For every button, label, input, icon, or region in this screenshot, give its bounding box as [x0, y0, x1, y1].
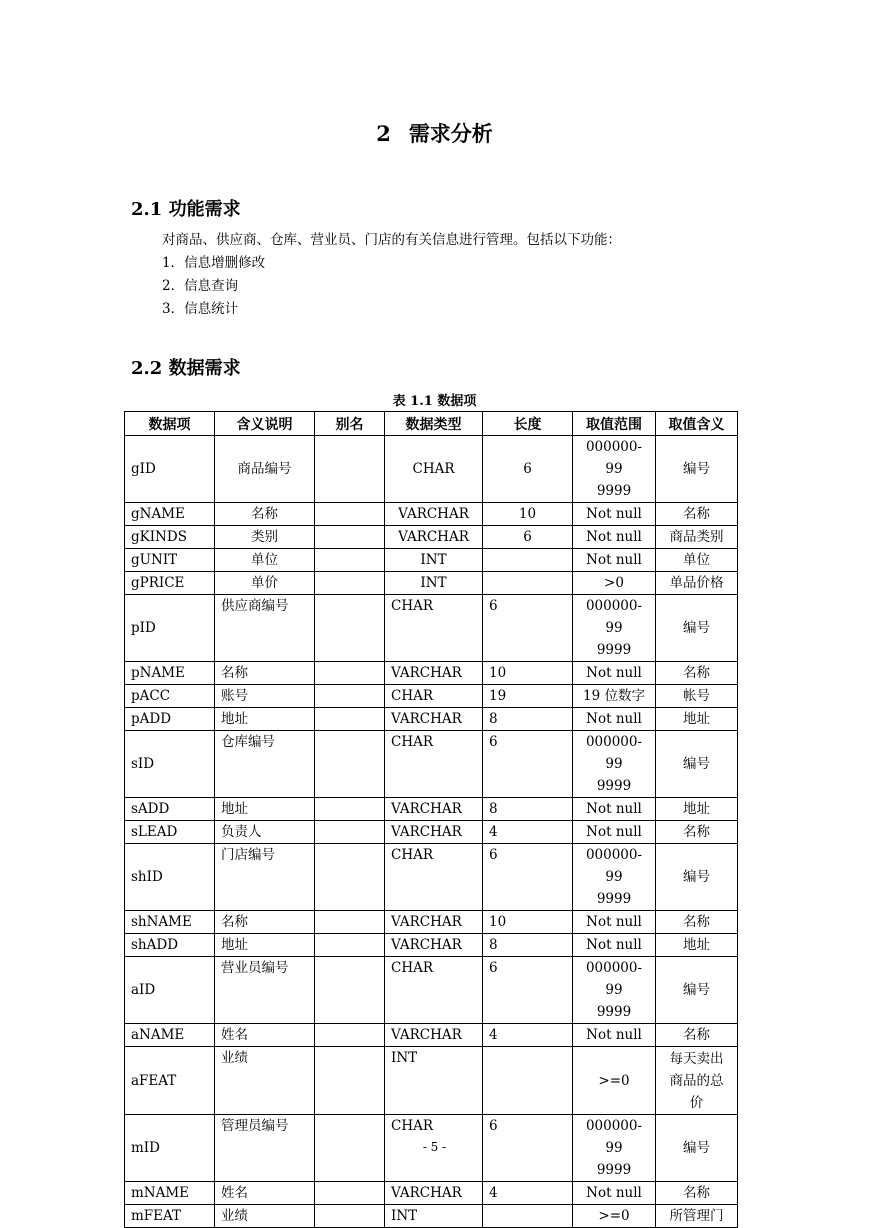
table-cell-len: 8 — [483, 934, 573, 957]
table-cell-item: pADD — [125, 708, 215, 731]
header-cell: 取值含义 — [656, 412, 738, 436]
table-cell-alias — [315, 934, 385, 957]
table-cell-type: INT — [385, 549, 483, 572]
table-cell-meaning: 单位 — [656, 549, 738, 572]
table-cell-desc: 地址 — [215, 934, 315, 957]
table-row — [125, 1182, 738, 1205]
table-cell-alias — [315, 731, 385, 798]
table-cell-item: gPRICE — [125, 572, 215, 595]
table-cell-meaning: 每天卖出 商品的总 价 — [656, 1047, 738, 1115]
table-cell-type: INT — [385, 572, 483, 595]
table-cell-len: 4 — [483, 821, 573, 844]
table-cell-desc: 单位 — [215, 549, 315, 572]
table-cell-meaning: 名称 — [656, 1024, 738, 1047]
table-cell-alias — [315, 1024, 385, 1047]
table-cell-type: VARCHAR — [385, 821, 483, 844]
table-cell-len: 8 — [483, 708, 573, 731]
table-row — [125, 911, 738, 934]
table-row — [125, 526, 738, 549]
table-cell-len: 6 — [483, 957, 573, 1024]
data-items-table — [124, 411, 738, 1228]
table-row — [125, 957, 738, 1024]
table-cell-range: >=0 — [573, 1047, 656, 1115]
table-cell-desc: 地址 — [215, 708, 315, 731]
table-cell-meaning: 商品类别 — [656, 526, 738, 549]
table-cell-desc: 负责人 — [215, 821, 315, 844]
table-cell-type: CHAR — [385, 436, 483, 503]
table-row — [125, 934, 738, 957]
table-row — [125, 708, 738, 731]
header-cell: 数据类型 — [385, 412, 483, 436]
list-item: 3．信息统计 — [162, 301, 239, 317]
table-cell-alias — [315, 662, 385, 685]
table-cell-alias — [315, 844, 385, 911]
table-cell-len: 4 — [483, 1024, 573, 1047]
table-cell-range: 19 位数字 — [573, 685, 656, 708]
table-cell-desc: 业绩 — [215, 1047, 315, 1115]
table-cell-meaning: 单品价格 — [656, 572, 738, 595]
table-cell-range: Not null — [573, 549, 656, 572]
table-caption: 表 1.1 数据项 — [392, 394, 477, 409]
section-heading-functional: 2.1 功能需求 — [131, 199, 241, 220]
table-cell-meaning: 编号 — [656, 436, 738, 503]
table-cell-desc: 账号 — [215, 685, 315, 708]
table-cell-range: 000000-99 9999 — [573, 957, 656, 1024]
table-cell-len: 10 — [483, 662, 573, 685]
table-cell-meaning: 地址 — [656, 708, 738, 731]
table-row — [125, 503, 738, 526]
table-cell-range: Not null — [573, 526, 656, 549]
table-cell-alias — [315, 957, 385, 1024]
table-cell-type: CHAR — [385, 595, 483, 662]
table-cell-meaning: 编号 — [656, 957, 738, 1024]
table-cell-meaning: 地址 — [656, 798, 738, 821]
list-item: 1．信息增删修改 — [162, 255, 266, 271]
table-cell-alias — [315, 526, 385, 549]
table-cell-item: sLEAD — [125, 821, 215, 844]
table-cell-range: 000000-99 9999 — [573, 1115, 656, 1182]
table-cell-range: Not null — [573, 1024, 656, 1047]
table-cell-alias — [315, 911, 385, 934]
table-cell-type: VARCHAR — [385, 708, 483, 731]
table-cell-desc: 管理员编号 — [215, 1115, 315, 1182]
table-cell-desc: 门店编号 — [215, 844, 315, 911]
table-cell-type: INT — [385, 1205, 483, 1228]
table-cell-alias — [315, 821, 385, 844]
table-cell-len: 6 — [483, 595, 573, 662]
table-cell-type: VARCHAR — [385, 911, 483, 934]
table-cell-desc: 供应商编号 — [215, 595, 315, 662]
table-row — [125, 1024, 738, 1047]
header-cell: 长度 — [483, 412, 573, 436]
table-cell-alias — [315, 503, 385, 526]
table-row — [125, 595, 738, 662]
table-cell-meaning: 名称 — [656, 1182, 738, 1205]
table-cell-range: >0 — [573, 572, 656, 595]
table-cell-alias — [315, 1205, 385, 1228]
table-cell-item: aNAME — [125, 1024, 215, 1047]
table-cell-type: VARCHAR — [385, 798, 483, 821]
table-cell-len: 8 — [483, 798, 573, 821]
table-cell-range: Not null — [573, 934, 656, 957]
table-cell-meaning: 名称 — [656, 662, 738, 685]
table-cell-desc: 名称 — [215, 662, 315, 685]
table-cell-type: INT — [385, 1047, 483, 1115]
table-cell-meaning: 所管理门 — [656, 1205, 738, 1228]
table-cell-type: CHAR — [385, 957, 483, 1024]
table-cell-type: VARCHAR — [385, 526, 483, 549]
table-cell-item: gID — [125, 436, 215, 503]
table-cell-item: mFEAT — [125, 1205, 215, 1228]
table-cell-item: gUNIT — [125, 549, 215, 572]
table-cell-range: 000000-99 9999 — [573, 595, 656, 662]
table-cell-meaning: 编号 — [656, 731, 738, 798]
table-cell-meaning: 编号 — [656, 595, 738, 662]
table-cell-desc: 单价 — [215, 572, 315, 595]
table-cell-desc: 业绩 — [215, 1205, 315, 1228]
table-cell-range: >=0 — [573, 1205, 656, 1228]
table-cell-desc: 地址 — [215, 798, 315, 821]
table-cell-len: 6 — [483, 526, 573, 549]
table-cell-meaning: 编号 — [656, 844, 738, 911]
table-row — [125, 436, 738, 503]
table-cell-desc: 仓库编号 — [215, 731, 315, 798]
page-number: - 5 - — [422, 1140, 447, 1154]
table-cell-type: VARCHAR — [385, 934, 483, 957]
table-cell-len: 6 — [483, 436, 573, 503]
table-cell-type: VARCHAR — [385, 662, 483, 685]
table-cell-len: 10 — [483, 503, 573, 526]
table-cell-alias — [315, 798, 385, 821]
header-cell: 含义说明 — [215, 412, 315, 436]
table-cell-meaning: 编号 — [656, 1115, 738, 1182]
table-cell-meaning: 帐号 — [656, 685, 738, 708]
chapter-title — [0, 118, 869, 148]
table-cell-item: aFEAT — [125, 1047, 215, 1115]
table-cell-alias — [315, 1047, 385, 1115]
table-cell-range: Not null — [573, 821, 656, 844]
table-cell-item: gNAME — [125, 503, 215, 526]
table-cell-len — [483, 1205, 573, 1228]
table-cell-item: mID — [125, 1115, 215, 1182]
table-cell-len — [483, 549, 573, 572]
table-cell-type: CHAR — [385, 731, 483, 798]
table-cell-item: pACC — [125, 685, 215, 708]
table-cell-alias — [315, 436, 385, 503]
table-row — [125, 731, 738, 798]
table-cell-meaning: 名称 — [656, 503, 738, 526]
table-cell-alias — [315, 1182, 385, 1205]
table-cell-len: 6 — [483, 731, 573, 798]
table-cell-meaning: 名称 — [656, 821, 738, 844]
table-cell-type: VARCHAR — [385, 1024, 483, 1047]
table-cell-range: 000000-99 9999 — [573, 731, 656, 798]
chapter-title-text: 需求分析 — [408, 121, 493, 146]
table-cell-desc: 类别 — [215, 526, 315, 549]
table-row — [125, 549, 738, 572]
table-cell-desc: 名称 — [215, 503, 315, 526]
table-cell-len: 19 — [483, 685, 573, 708]
table-cell-range: Not null — [573, 911, 656, 934]
table-row — [125, 821, 738, 844]
table-cell-type: CHAR — [385, 1115, 483, 1182]
table-cell-range: Not null — [573, 798, 656, 821]
header-cell: 数据项 — [125, 412, 215, 436]
table-cell-len: 10 — [483, 911, 573, 934]
table-row — [125, 685, 738, 708]
table-cell-range: Not null — [573, 503, 656, 526]
table-cell-meaning: 地址 — [656, 934, 738, 957]
table-cell-len: 4 — [483, 1182, 573, 1205]
table-cell-item: sADD — [125, 798, 215, 821]
table-cell-desc: 姓名 — [215, 1024, 315, 1047]
table-cell-type: CHAR — [385, 844, 483, 911]
header-cell: 别名 — [315, 412, 385, 436]
table-cell-desc: 商品编号 — [215, 436, 315, 503]
table-cell-alias — [315, 595, 385, 662]
table-cell-range: Not null — [573, 1182, 656, 1205]
list-item: 2．信息查询 — [162, 278, 239, 294]
header-cell: 取值范围 — [573, 412, 656, 436]
table-cell-item: shID — [125, 844, 215, 911]
table-header-row — [125, 412, 738, 436]
table-cell-len — [483, 572, 573, 595]
table-cell-range: Not null — [573, 662, 656, 685]
table-cell-type: VARCHAR — [385, 1182, 483, 1205]
table-cell-len: 6 — [483, 844, 573, 911]
table-cell-alias — [315, 685, 385, 708]
table-cell-alias — [315, 708, 385, 731]
table-cell-item: shNAME — [125, 911, 215, 934]
table-cell-desc: 姓名 — [215, 1182, 315, 1205]
table-cell-alias — [315, 572, 385, 595]
table-cell-range: 000000-99 9999 — [573, 436, 656, 503]
table-cell-type: CHAR — [385, 685, 483, 708]
table-cell-item: pID — [125, 595, 215, 662]
table-row — [125, 1047, 738, 1115]
table-cell-meaning: 名称 — [656, 911, 738, 934]
table-cell-item: aID — [125, 957, 215, 1024]
table-cell-item: sID — [125, 731, 215, 798]
table-cell-item: shADD — [125, 934, 215, 957]
table-cell-desc: 营业员编号 — [215, 957, 315, 1024]
table-cell-desc: 名称 — [215, 911, 315, 934]
table-cell-type: VARCHAR — [385, 503, 483, 526]
table-row — [125, 844, 738, 911]
table-cell-item: pNAME — [125, 662, 215, 685]
table-cell-range: Not null — [573, 708, 656, 731]
table-cell-len — [483, 1047, 573, 1115]
table-cell-range: 000000-99 9999 — [573, 844, 656, 911]
table-cell-alias — [315, 549, 385, 572]
table-cell-len: 6 — [483, 1115, 573, 1182]
table-cell-item: mNAME — [125, 1182, 215, 1205]
table-row — [125, 572, 738, 595]
section-intro: 对商品、供应商、仓库、营业员、门店的有关信息进行管理。包括以下功能： — [162, 232, 621, 248]
table-row — [125, 798, 738, 821]
section-heading-data: 2.2 数据需求 — [131, 358, 241, 379]
table-row — [125, 1205, 738, 1228]
table-row — [125, 662, 738, 685]
chapter-number: 2 — [376, 121, 391, 146]
table-cell-item: gKINDS — [125, 526, 215, 549]
